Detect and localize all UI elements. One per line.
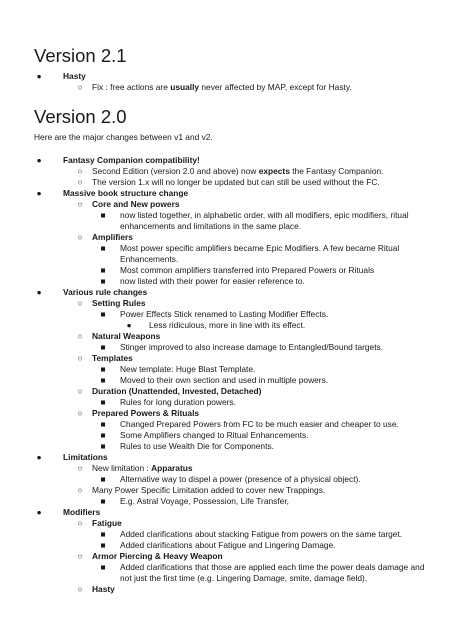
lim-item-2: Many Power Specific Limitation added to cover new Trappings. (92, 485, 326, 495)
fc-item-2: The version 1.x will no longer be updated but can still be used without the FC. (92, 177, 380, 187)
bullet-l3: ■ (100, 276, 106, 286)
ap-item-1a: Added clarifications that those are applied each time the power deals damage and (120, 562, 425, 572)
pp-title: Prepared Powers & Rituals (92, 408, 200, 418)
bullet-l3: ■ (100, 496, 106, 506)
nw-item-1: Stinger improved to also increase damage to Entangled/Bound targets. (120, 342, 384, 352)
fc-item-1: Second Edition (version 2.0 and above) now expects the Fantasy Companion. (92, 166, 384, 176)
bullet-l1: ● (36, 287, 42, 297)
fat-item-1: Added clarifications about stacking Fatigue from powers on the same target. (120, 529, 403, 539)
du-title: Duration (Unattended, Invested, Detached) (92, 386, 262, 396)
bullet-l3: ■ (100, 342, 106, 352)
amp-title: Amplifiers (92, 232, 133, 242)
bullet-l3: ■ (100, 210, 106, 220)
intro-text: Here are the major changes between v1 and v2. (34, 132, 213, 142)
vr-title: Various rule changes (63, 287, 148, 297)
bullet-l1: ● (36, 507, 42, 517)
bullet-l3: ■ (100, 562, 106, 572)
bullet-l2: ○ (77, 199, 83, 209)
bullet-l2: ○ (77, 485, 83, 495)
pp-item-2: Some Amplifiers changed to Ritual Enhancements. (120, 430, 309, 440)
tp-item-2: Moved to their own section and used in multiple powers. (120, 375, 329, 385)
ap-title: Armor Piercing & Heavy Weapon (92, 551, 223, 561)
sr-item-1-1: Less ridiculous, more in line with its effect. (149, 320, 306, 330)
bullet-l3: ■ (100, 540, 106, 550)
amp-item-1b: Enhancements. (120, 254, 179, 264)
tp-title: Templates (92, 353, 133, 363)
sr-item-1: Power Effects Stick renamed to Lasting Modifier Effects. (120, 309, 329, 319)
bullet-l3: ■ (100, 441, 106, 451)
bullet-l2: ○ (77, 386, 83, 396)
bullet-l3: ■ (100, 243, 106, 253)
bullet-l2: ○ (77, 232, 83, 242)
ap-item-1b: not just the first time (e.g. Lingering Damage, smite, damage field). (120, 573, 368, 583)
bullet-l3: ■ (100, 529, 106, 539)
fc-title: Fantasy Companion compatibility! (63, 155, 200, 165)
cnp-item-1a: now listed together, in alphabetic order, with all modifiers, epic modifiers, ritual (120, 210, 409, 220)
mb-title: Massive book structure change (63, 188, 189, 198)
heading-version-2-0: Version 2.0 (34, 106, 127, 127)
tp-item-1: New template: Huge Blast Template. (120, 364, 256, 374)
lim-item-2-1: E.g. Astral Voyage, Possession, Life Transfer, (120, 496, 289, 506)
bullet-l2: ○ (77, 463, 83, 473)
pp-item-1: Changed Prepared Powers from FC to be much easier and cheaper to use. (120, 419, 399, 429)
bullet-l2: ○ (77, 584, 83, 594)
hasty-fix: Fix : free actions are usually never affected by MAP, except for Hasty. (92, 82, 352, 92)
mod-title: Modifiers (63, 507, 101, 517)
bullet-l3: ■ (100, 309, 106, 319)
bullet-l1: ● (36, 188, 42, 198)
bullet-l2: ○ (77, 551, 83, 561)
pp-item-3: Rules to use Wealth Die for Components. (120, 441, 274, 451)
bullet-l2: ○ (77, 408, 83, 418)
bullet-l2: ○ (77, 177, 83, 187)
bullet-l1: ● (36, 155, 42, 165)
cnp-title: Core and New powers (92, 199, 180, 209)
bullet-l3: ■ (100, 430, 106, 440)
bullet-l4: ● (126, 320, 132, 330)
bullet-l2: ○ (77, 166, 83, 176)
amp-item-1a: Most power specific amplifiers became Epic Modifiers. A few became Ritual (120, 243, 400, 253)
lim-title: Limitations (63, 452, 108, 462)
fat-title: Fatigue (92, 518, 122, 528)
bullet-l2: ○ (77, 298, 83, 308)
bullet-l3: ■ (100, 419, 106, 429)
heading-version-2-1: Version 2.1 (34, 45, 127, 66)
hasty-mod-title: Hasty (92, 584, 115, 594)
bullet-l2: ○ (77, 353, 83, 363)
bullet-l3: ■ (100, 375, 106, 385)
bullet-l1: ● (36, 452, 42, 462)
bullet-l3: ■ (100, 265, 106, 275)
hasty-title: Hasty (63, 71, 86, 81)
sr-title: Setting Rules (92, 298, 146, 308)
amp-item-2: Most common amplifiers transferred into Prepared Powers or Rituals (120, 265, 375, 275)
cnp-item-1b: enhancements and limitations in the same place. (120, 221, 302, 231)
bullet-l2: ○ (77, 518, 83, 528)
bullet-l2: ○ (77, 331, 83, 341)
lim-item-1: New limitation : Apparatus (92, 463, 193, 473)
bullet-l2: ○ (77, 82, 83, 92)
fat-item-2: Added clarifications about Fatigue and Lingering Damage. (120, 540, 336, 550)
bullet-l3: ■ (100, 364, 106, 374)
lim-item-1-1: Alternative way to dispel a power (presence of a physical object). (120, 474, 361, 484)
amp-item-3: now listed with their power for easier reference to. (120, 276, 305, 286)
nw-title: Natural Weapons (92, 331, 161, 341)
bullet-l3: ■ (100, 474, 106, 484)
bullet-l3: ■ (100, 397, 106, 407)
bullet-l1: ● (36, 71, 42, 81)
du-item-1: Rules for long duration powers. (120, 397, 236, 407)
